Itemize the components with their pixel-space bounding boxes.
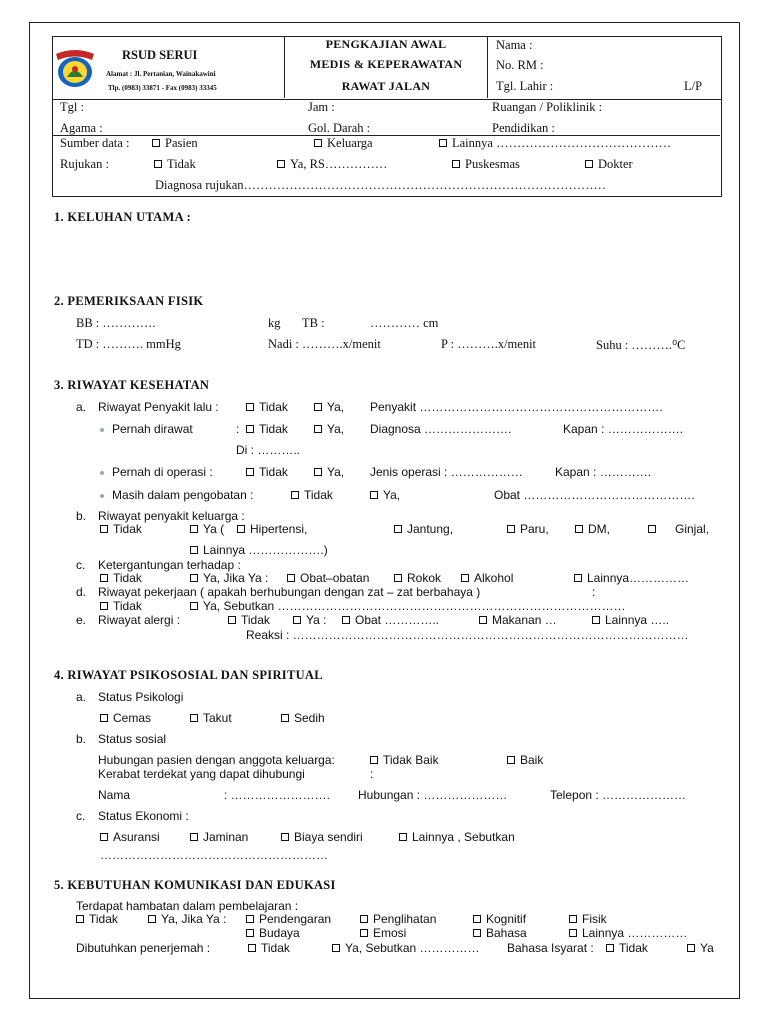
option-label: Ya, Jika Ya :	[161, 912, 227, 926]
jam-field[interactable]: Jam :	[308, 100, 335, 114]
cm-unit[interactable]: ………… cm	[370, 316, 439, 330]
checkbox-icon[interactable]	[332, 944, 340, 952]
pernah-dirawat-colon: :	[236, 422, 240, 436]
option-label: Tidak	[113, 571, 142, 585]
dirawat-tidak[interactable]	[246, 422, 288, 436]
ekonomi-lainnya-field[interactable]: …………………………………………………	[100, 848, 328, 862]
checkbox-icon[interactable]	[370, 491, 378, 499]
checkbox-icon[interactable]	[100, 525, 108, 533]
option-label: Bahasa	[486, 926, 527, 940]
checkbox-icon[interactable]	[246, 915, 254, 923]
tgl-field[interactable]: Tgl :	[60, 100, 84, 114]
option-label: Sedih	[294, 711, 325, 725]
diagnosa-rujukan-field[interactable]: Diagnosa rujukan……………………………………………………………………………	[155, 178, 607, 192]
option-label: Lainnya ……………	[582, 926, 688, 940]
checkbox-icon[interactable]	[473, 915, 481, 923]
bullet-icon	[100, 494, 104, 498]
section-5-title: 5. KEBUTUHAN KOMUNIKASI DAN EDUKASI	[54, 878, 336, 892]
rujukan-puskesmas-option[interactable]	[452, 157, 520, 172]
option-label: Takut	[203, 711, 232, 725]
isyarat-ya[interactable]	[687, 941, 714, 955]
checkbox-icon[interactable]	[574, 574, 582, 582]
item-e-label: e.	[76, 613, 87, 627]
reaksi-field[interactable]: Reaksi : ………………………………………………………………………………………	[246, 628, 689, 642]
header-divider-2	[487, 36, 488, 98]
option-label: Biaya sendiri	[294, 830, 363, 844]
bullet-icon	[100, 428, 104, 432]
checkbox-icon[interactable]	[479, 616, 487, 624]
option-label: Tidak	[619, 941, 648, 955]
option-label: Jantung,	[407, 522, 454, 536]
no-rm-field[interactable]: No. RM :	[496, 58, 544, 72]
option-label: Ya, Sebutkan ……………	[345, 941, 480, 955]
riwayat-penyakit-lalu-label: Riwayat Penyakit lalu :	[98, 400, 219, 414]
checkbox-icon[interactable]	[439, 139, 447, 147]
kerabat-nama-field[interactable]: : …………………….	[224, 788, 331, 802]
checkbox-icon[interactable]	[152, 139, 160, 147]
bahasa-isyarat-label: Bahasa Isyarat :	[507, 941, 594, 955]
checkbox-icon[interactable]	[360, 929, 368, 937]
s4-item-c-label: c.	[76, 809, 86, 823]
checkbox-icon[interactable]	[585, 160, 593, 168]
item-b-label: b.	[76, 509, 87, 523]
checkbox-icon[interactable]	[473, 929, 481, 937]
checkbox-icon[interactable]	[76, 915, 84, 923]
option-label: Tidak	[261, 941, 290, 955]
option-label: Budaya	[259, 926, 300, 940]
kerabat-colon: :	[370, 767, 374, 781]
option-label: Lainnya……………	[587, 571, 690, 585]
td-field[interactable]: TD : ………. mmHg	[76, 337, 181, 351]
checkbox-icon[interactable]	[154, 160, 162, 168]
option-label: Ya,	[383, 488, 401, 502]
riwayat-pekerjaan-label: Riwayat pekerjaan ( apakah berhubungan dengan zat – zat berbahaya )	[98, 585, 481, 599]
pendengaran-option[interactable]	[246, 912, 331, 926]
checkbox-icon[interactable]	[100, 833, 108, 841]
option-label: Tidak	[259, 400, 288, 414]
option-label: Hipertensi,	[250, 522, 308, 536]
di-field[interactable]: Di : ………..	[236, 443, 301, 457]
option-label: Obat …………..	[355, 613, 440, 627]
penyakit-field[interactable]: Penyakit …………………………………………………….	[370, 400, 663, 414]
option-label: Pendengaran	[259, 912, 332, 926]
jantung-option[interactable]	[394, 522, 453, 536]
checkbox-icon[interactable]	[569, 915, 577, 923]
option-label: Dokter	[598, 157, 633, 171]
checkbox-icon[interactable]	[342, 616, 350, 624]
option-label: Ya,	[327, 422, 345, 436]
sedih-option[interactable]	[281, 711, 325, 725]
form-title-line1: PENGKAJIAN AWAL	[325, 37, 447, 51]
option-label: Tidak	[113, 522, 142, 536]
option-label: Keluarga	[327, 136, 373, 150]
checkbox-icon[interactable]	[394, 574, 402, 582]
kg-unit: kg	[268, 316, 281, 330]
fisik-option[interactable]	[569, 912, 607, 926]
hipertensi-option[interactable]	[237, 522, 307, 536]
pernah-dirawat-row	[100, 422, 193, 436]
section-2-title: 2. PEMERIKSAAN FISIK	[54, 294, 204, 308]
option-label: Tidak	[89, 912, 118, 926]
alergi-obat[interactable]	[342, 613, 439, 627]
kerabat-nama-label: Nama	[98, 788, 131, 802]
p-field[interactable]: P : ……….x/menit	[441, 337, 537, 351]
penerjemah-label: Dibutuhkan penerjemah :	[76, 941, 211, 955]
checkbox-icon[interactable]	[507, 525, 515, 533]
status-psikologi-label: Status Psikologi	[98, 690, 184, 704]
tidak-baik-option[interactable]	[370, 753, 439, 767]
option-label: Lainnya …..	[605, 613, 670, 627]
keluarga-ya[interactable]	[190, 522, 224, 536]
alergi-lainnya[interactable]	[592, 613, 669, 627]
diagnosa-field[interactable]: Diagnosa ………………….	[370, 422, 512, 436]
asuransi-option[interactable]	[100, 830, 160, 844]
penglihatan-option[interactable]	[360, 912, 436, 926]
status-sosial-label: Status sosial	[98, 732, 167, 746]
penyakit-lalu-ya[interactable]	[314, 400, 344, 414]
pengobatan-ya[interactable]	[370, 488, 400, 502]
option-label: Ya	[700, 941, 714, 955]
dirawat-ya[interactable]	[314, 422, 344, 436]
kerabat-label: Kerabat terdekat yang dapat dihubungi	[98, 767, 305, 781]
checkbox-icon[interactable]	[461, 574, 469, 582]
option-label: Penglihatan	[373, 912, 437, 926]
ekonomi-lainnya-option[interactable]	[399, 830, 515, 844]
checkbox-icon[interactable]	[394, 525, 402, 533]
pendidikan-field[interactable]: Pendidikan :	[492, 121, 555, 135]
option-label: Lainnya ……………………………………	[452, 136, 672, 150]
alkohol-option[interactable]	[461, 571, 513, 585]
checkbox-icon[interactable]	[237, 525, 245, 533]
option-label: Ginjal,	[675, 522, 710, 536]
ginjal-option[interactable]	[648, 522, 709, 536]
pernah-operasi-row	[100, 465, 213, 479]
option-label: Tidak	[113, 599, 142, 613]
option-label: Ya, RS……………	[290, 157, 388, 171]
checkbox-icon[interactable]	[246, 425, 254, 433]
option-label: Pasien	[165, 136, 198, 150]
option-label: Ya :	[306, 613, 327, 627]
option-label: Lainnya ……………….)	[203, 543, 328, 557]
checkbox-icon[interactable]	[190, 546, 198, 554]
budaya-option[interactable]	[246, 926, 300, 940]
checkbox-icon[interactable]	[293, 616, 301, 624]
rokok-option[interactable]	[394, 571, 441, 585]
option-label: Ya, Sebutkan ……………………………………………………………………………	[203, 599, 626, 613]
isyarat-tidak[interactable]	[606, 941, 648, 955]
option-label: Emosi	[373, 926, 407, 940]
option-label: Tidak	[259, 465, 288, 479]
sumber-keluarga-option[interactable]	[314, 136, 373, 151]
tgl-lahir-field[interactable]: Tgl. Lahir :	[496, 79, 554, 93]
sumber-data-label: Sumber data :	[60, 136, 130, 150]
alergi-makanan[interactable]	[479, 613, 557, 627]
section-4-title: 4. RIWAYAT PSIKOSOSIAL DAN SPIRITUAL	[54, 668, 323, 682]
option-label: Fisik	[582, 912, 607, 926]
hambatan-lainnya-option[interactable]	[569, 926, 687, 940]
pernah-dirawat-label: Pernah dirawat	[112, 422, 193, 436]
section-1-title: 1. KELUHAN UTAMA :	[54, 210, 192, 224]
checkbox-icon[interactable]	[314, 139, 322, 147]
option-label: Alkohol	[474, 571, 514, 585]
item-c-label: c.	[76, 558, 86, 572]
checkbox-icon[interactable]	[190, 525, 198, 533]
pekerjaan-ya-sebutkan[interactable]	[190, 599, 626, 613]
option-label: Ya,	[327, 465, 345, 479]
suhu-field[interactable]	[596, 337, 685, 353]
paru-option[interactable]	[507, 522, 549, 536]
checkbox-icon[interactable]	[606, 944, 614, 952]
checkbox-icon[interactable]	[246, 468, 254, 476]
kapan-operasi-field[interactable]: Kapan : ………….	[555, 465, 652, 479]
rujukan-label: Rujukan :	[60, 157, 109, 171]
pengobatan-row	[100, 488, 253, 502]
tb-field[interactable]: TB :	[302, 316, 325, 330]
suhu-label: Suhu : ……….	[596, 338, 673, 352]
checkbox-icon[interactable]	[190, 602, 198, 610]
lp-field[interactable]: L/P	[684, 79, 703, 93]
checkbox-icon[interactable]	[190, 833, 198, 841]
option-label: DM,	[588, 522, 610, 536]
checkbox-icon[interactable]	[248, 944, 256, 952]
checkbox-icon[interactable]	[314, 468, 322, 476]
operasi-ya[interactable]	[314, 465, 344, 479]
pekerjaan-colon: :	[592, 585, 596, 599]
jenis-operasi-field[interactable]: Jenis operasi : ………………	[370, 465, 523, 479]
option-label: Rokok	[407, 571, 442, 585]
option-label: Ya, Jika Ya :	[203, 571, 269, 585]
option-label: Baik	[520, 753, 544, 767]
keluarga-tidak[interactable]	[100, 522, 142, 536]
kapan-field[interactable]: Kapan : ……………….	[563, 422, 684, 436]
checkbox-icon[interactable]	[281, 714, 289, 722]
lainnya-keluarga-option[interactable]	[190, 543, 328, 557]
checkbox-icon[interactable]	[687, 944, 695, 952]
status-ekonomi-label: Status Ekonomi :	[98, 809, 189, 823]
checkbox-icon[interactable]	[287, 574, 295, 582]
hambatan-label: Terdapat hambatan dalam pembelajaran :	[76, 899, 299, 913]
hospital-phone: Tlp. (0983) 33871 - Fax (0983) 33345	[108, 84, 217, 92]
obat-obatan-option[interactable]	[287, 571, 369, 585]
kerabat-telepon-field[interactable]: Telepon : …………………	[550, 788, 687, 802]
nama-field[interactable]: Nama :	[496, 38, 533, 52]
celsius-unit: ⁰C	[672, 338, 686, 352]
checkbox-icon[interactable]	[452, 160, 460, 168]
option-label: Tidak	[259, 422, 288, 436]
checkbox-icon[interactable]	[190, 574, 198, 582]
option-label: Jaminan	[203, 830, 249, 844]
option-label: Puskesmas	[465, 157, 520, 171]
option-label: Tidak Baik	[383, 753, 439, 767]
item-d-label: d.	[76, 585, 87, 599]
checkbox-icon[interactable]	[100, 602, 108, 610]
option-label: Kognitif	[486, 912, 527, 926]
pengobatan-tidak[interactable]	[291, 488, 333, 502]
obat-field[interactable]: Obat …………………………………….	[494, 488, 695, 502]
checkbox-icon[interactable]	[360, 915, 368, 923]
hospital-name: RSUD SERUI	[122, 48, 198, 62]
hambatan-ya[interactable]	[148, 912, 226, 926]
checkbox-icon[interactable]	[314, 425, 322, 433]
checkbox-icon[interactable]	[281, 833, 289, 841]
form-title-line3: RAWAT JALAN	[341, 79, 431, 93]
cemas-option[interactable]	[100, 711, 151, 725]
option-label: Makanan …	[492, 613, 557, 627]
checkbox-icon[interactable]	[291, 491, 299, 499]
ketergantungan-tidak[interactable]	[100, 571, 142, 585]
option-label: Ya,	[327, 400, 345, 414]
penerjemah-tidak[interactable]	[248, 941, 290, 955]
alergi-ya[interactable]	[293, 613, 326, 627]
dm-option[interactable]	[575, 522, 610, 536]
gol-darah-field[interactable]: Gol. Darah :	[308, 121, 371, 135]
option-label: Tidak	[167, 157, 196, 171]
checkbox-icon[interactable]	[100, 714, 108, 722]
rujukan-rs-option[interactable]	[277, 157, 387, 172]
s4-item-a-label: a.	[76, 690, 87, 704]
agama-field[interactable]: Agama :	[60, 121, 103, 135]
option-label: Cemas	[113, 711, 152, 725]
hambatan-tidak[interactable]	[76, 912, 118, 926]
kerabat-hubungan-field[interactable]: Hubungan : …………………	[358, 788, 508, 802]
hospital-address: Alamat : Jl. Pertanian, Wainakawini	[106, 70, 216, 78]
option-label: Paru,	[520, 522, 549, 536]
checkbox-icon[interactable]	[228, 616, 236, 624]
checkbox-icon[interactable]	[648, 525, 656, 533]
ketergantungan-label: Ketergantungan terhadap :	[98, 558, 241, 572]
riwayat-keluarga-label: Riwayat penyakit keluarga :	[98, 509, 245, 523]
checkbox-icon[interactable]	[246, 929, 254, 937]
checkbox-icon[interactable]	[592, 616, 600, 624]
checkbox-icon[interactable]	[399, 833, 407, 841]
checkbox-icon[interactable]	[100, 574, 108, 582]
ruangan-field[interactable]: Ruangan / Poliklinik :	[492, 100, 603, 114]
option-label: Tidak	[241, 613, 270, 627]
pengobatan-label: Masih dalam pengobatan :	[112, 488, 254, 502]
checkbox-icon[interactable]	[569, 929, 577, 937]
bahasa-option[interactable]	[473, 926, 527, 940]
option-label: Ya (	[203, 522, 225, 536]
hospital-logo	[52, 44, 98, 90]
pernah-operasi-label: Pernah di operasi :	[112, 465, 213, 479]
checkbox-icon[interactable]	[575, 525, 583, 533]
option-label: Lainnya , Sebutkan	[412, 830, 515, 844]
ketergantungan-ya[interactable]	[190, 571, 268, 585]
kognitif-option[interactable]	[473, 912, 526, 926]
riwayat-alergi-label: Riwayat alergi :	[98, 613, 181, 627]
ketergantungan-lainnya[interactable]	[574, 571, 689, 585]
emosi-option[interactable]	[360, 926, 406, 940]
option-label: Tidak	[304, 488, 333, 502]
jaminan-option[interactable]	[190, 830, 248, 844]
nadi-field[interactable]: Nadi : ……….x/menit	[268, 337, 381, 351]
checkbox-icon[interactable]	[148, 915, 156, 923]
option-label: Obat–obatan	[300, 571, 370, 585]
checkbox-icon[interactable]	[314, 403, 322, 411]
option-label: Asuransi	[113, 830, 160, 844]
checkbox-icon[interactable]	[190, 714, 198, 722]
item-a-label: a.	[76, 400, 87, 414]
rujukan-tidak-option[interactable]	[154, 157, 196, 172]
bullet-icon	[100, 471, 104, 475]
sumber-lainnya-option[interactable]	[439, 136, 671, 151]
checkbox-icon[interactable]	[246, 403, 254, 411]
operasi-tidak[interactable]	[246, 465, 288, 479]
penyakit-lalu-tidak[interactable]	[246, 400, 288, 414]
takut-option[interactable]	[190, 711, 232, 725]
bb-field[interactable]: BB : ………….	[76, 316, 156, 330]
form-title-line2: MEDIS & KEPERAWATAN	[309, 57, 463, 71]
sumber-pasien-option[interactable]	[152, 136, 198, 151]
penerjemah-ya[interactable]	[332, 941, 480, 955]
section-3-title: 3. RIWAYAT KESEHATAN	[54, 378, 210, 392]
biaya-sendiri-option[interactable]	[281, 830, 363, 844]
hubungan-keluarga-label: Hubungan pasien dengan anggota keluarga:	[98, 753, 335, 767]
checkbox-icon[interactable]	[507, 756, 515, 764]
pekerjaan-tidak[interactable]	[100, 599, 142, 613]
rujukan-dokter-option[interactable]	[585, 157, 633, 172]
checkbox-icon[interactable]	[370, 756, 378, 764]
s4-item-b-label: b.	[76, 732, 87, 746]
baik-option[interactable]	[507, 753, 543, 767]
alergi-tidak[interactable]	[228, 613, 270, 627]
checkbox-icon[interactable]	[277, 160, 285, 168]
